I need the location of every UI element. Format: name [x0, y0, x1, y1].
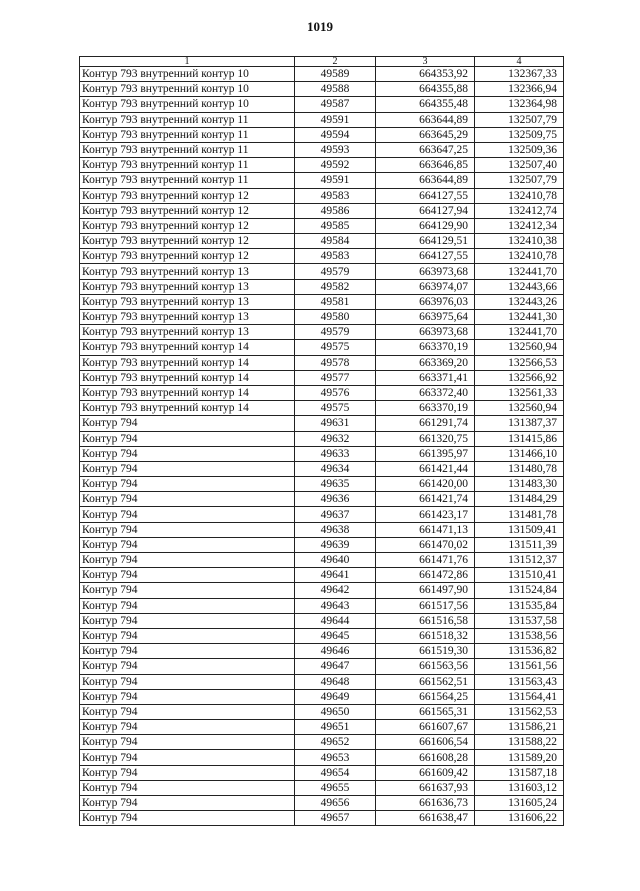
contour-name-cell: Контур 793 внутренний контур 14 [80, 401, 295, 416]
contour-name-cell: Контур 793 внутренний контур 13 [80, 310, 295, 325]
coordinate-y-cell: 131564,41 [475, 689, 564, 704]
coordinate-x-cell: 664129,90 [376, 218, 475, 233]
point-number-cell: 49646 [295, 644, 376, 659]
table-row [80, 765, 564, 780]
contour-name-cell: Контур 793 внутренний контур 14 [80, 385, 295, 400]
point-number-cell: 49645 [295, 628, 376, 643]
point-number-cell: 49654 [295, 765, 376, 780]
coordinate-x-cell: 661420,00 [376, 477, 475, 492]
coordinate-y-cell: 132366,94 [475, 82, 564, 97]
point-number-cell: 49579 [295, 264, 376, 279]
coordinate-x-cell: 661471,13 [376, 522, 475, 537]
table-row [80, 142, 564, 157]
column-header: 4 [475, 57, 564, 67]
coordinate-x-cell: 661608,28 [376, 750, 475, 765]
coordinate-x-cell: 663976,03 [376, 294, 475, 309]
table-row [80, 553, 564, 568]
point-number-cell: 49637 [295, 507, 376, 522]
table-row [80, 492, 564, 507]
contour-name-cell: Контур 794 [80, 461, 295, 476]
contour-name-cell: Контур 794 [80, 507, 295, 522]
coordinate-x-cell: 664353,92 [376, 67, 475, 82]
contour-name-cell: Контур 793 внутренний контур 10 [80, 97, 295, 112]
table-row [80, 431, 564, 446]
contour-name-cell: Контур 794 [80, 735, 295, 750]
coordinate-x-cell: 661638,47 [376, 811, 475, 826]
coordinate-x-cell: 661636,73 [376, 796, 475, 811]
coordinate-x-cell: 663645,29 [376, 127, 475, 142]
contour-name-cell: Контур 794 [80, 492, 295, 507]
point-number-cell: 49652 [295, 735, 376, 750]
coordinate-y-cell: 132367,33 [475, 67, 564, 82]
point-number-cell: 49634 [295, 461, 376, 476]
table-row [80, 628, 564, 643]
coordinate-y-cell: 131587,18 [475, 765, 564, 780]
point-number-cell: 49577 [295, 370, 376, 385]
point-number-cell: 49591 [295, 112, 376, 127]
coordinate-x-cell: 663370,19 [376, 401, 475, 416]
contour-name-cell: Контур 794 [80, 644, 295, 659]
table-row [80, 780, 564, 795]
contour-name-cell: Контур 793 внутренний контур 12 [80, 203, 295, 218]
table-body [80, 67, 564, 826]
coordinate-y-cell: 131537,58 [475, 613, 564, 628]
point-number-cell: 49583 [295, 188, 376, 203]
coordinate-x-cell: 661423,17 [376, 507, 475, 522]
table-row [80, 249, 564, 264]
coordinate-x-cell: 663370,19 [376, 340, 475, 355]
coordinate-y-cell: 131586,21 [475, 720, 564, 735]
point-number-cell: 49635 [295, 477, 376, 492]
point-number-cell: 49641 [295, 568, 376, 583]
contour-name-cell: Контур 793 внутренний контур 13 [80, 294, 295, 309]
column-header: 1 [80, 57, 295, 67]
contour-name-cell: Контур 794 [80, 537, 295, 552]
point-number-cell: 49586 [295, 203, 376, 218]
point-number-cell: 49651 [295, 720, 376, 735]
coordinate-x-cell: 663973,68 [376, 264, 475, 279]
contour-name-cell: Контур 793 внутренний контур 13 [80, 325, 295, 340]
contour-name-cell: Контур 793 внутренний контур 13 [80, 279, 295, 294]
contour-name-cell: Контур 794 [80, 477, 295, 492]
contour-name-cell: Контур 793 внутренний контур 10 [80, 67, 295, 82]
table-row [80, 811, 564, 826]
table-row [80, 477, 564, 492]
table-row [80, 310, 564, 325]
table-row [80, 355, 564, 370]
point-number-cell: 49636 [295, 492, 376, 507]
point-number-cell: 49632 [295, 431, 376, 446]
coordinate-y-cell: 131588,22 [475, 735, 564, 750]
table-row [80, 340, 564, 355]
table-row [80, 173, 564, 188]
coordinate-x-cell: 664127,94 [376, 203, 475, 218]
table-row [80, 720, 564, 735]
coordinate-y-cell: 131563,43 [475, 674, 564, 689]
coordinate-x-cell: 664355,88 [376, 82, 475, 97]
table-row [80, 704, 564, 719]
contour-name-cell: Контур 793 внутренний контур 11 [80, 158, 295, 173]
table-row [80, 507, 564, 522]
table-row [80, 279, 564, 294]
table-row [80, 796, 564, 811]
table-row [80, 112, 564, 127]
coordinate-x-cell: 663369,20 [376, 355, 475, 370]
point-number-cell: 49631 [295, 416, 376, 431]
coordinate-y-cell: 131466,10 [475, 446, 564, 461]
coordinate-y-cell: 131483,30 [475, 477, 564, 492]
coordinate-x-cell: 661497,90 [376, 583, 475, 598]
contour-name-cell: Контур 794 [80, 598, 295, 613]
contour-name-cell: Контур 793 внутренний контур 13 [80, 264, 295, 279]
table-row [80, 613, 564, 628]
coordinate-y-cell: 131603,12 [475, 780, 564, 795]
table-row [80, 598, 564, 613]
coordinate-y-cell: 131511,39 [475, 537, 564, 552]
point-number-cell: 49640 [295, 553, 376, 568]
table-row [80, 264, 564, 279]
coordinate-y-cell: 132560,94 [475, 340, 564, 355]
coordinate-y-cell: 131605,24 [475, 796, 564, 811]
coordinate-y-cell: 132441,70 [475, 325, 564, 340]
coordinate-y-cell: 131524,84 [475, 583, 564, 598]
contour-name-cell: Контур 794 [80, 446, 295, 461]
table-row [80, 750, 564, 765]
coordinate-x-cell: 661516,58 [376, 613, 475, 628]
table-row [80, 325, 564, 340]
coordinate-y-cell: 131387,37 [475, 416, 564, 431]
coordinate-y-cell: 131538,56 [475, 628, 564, 643]
coordinate-y-cell: 132410,38 [475, 234, 564, 249]
coordinate-x-cell: 661637,93 [376, 780, 475, 795]
table-row [80, 385, 564, 400]
table-row [80, 568, 564, 583]
table-row [80, 67, 564, 82]
coordinate-y-cell: 131589,20 [475, 750, 564, 765]
coordinate-y-cell: 132410,78 [475, 249, 564, 264]
point-number-cell: 49578 [295, 355, 376, 370]
table-header-row [80, 57, 564, 67]
coordinate-y-cell: 132566,53 [475, 355, 564, 370]
table-row [80, 401, 564, 416]
coordinate-y-cell: 132560,94 [475, 401, 564, 416]
point-number-cell: 49649 [295, 689, 376, 704]
point-number-cell: 49657 [295, 811, 376, 826]
coordinate-y-cell: 132509,36 [475, 142, 564, 157]
coordinate-x-cell: 664127,55 [376, 188, 475, 203]
contour-name-cell: Контур 794 [80, 674, 295, 689]
coordinate-x-cell: 661609,42 [376, 765, 475, 780]
table-row [80, 537, 564, 552]
contour-name-cell: Контур 793 внутренний контур 12 [80, 188, 295, 203]
coordinate-x-cell: 661421,74 [376, 492, 475, 507]
contour-name-cell: Контур 793 внутренний контур 14 [80, 340, 295, 355]
table-row [80, 188, 564, 203]
table-row [80, 82, 564, 97]
point-number-cell: 49580 [295, 310, 376, 325]
table-row [80, 97, 564, 112]
point-number-cell: 49579 [295, 325, 376, 340]
coordinate-x-cell: 661471,76 [376, 553, 475, 568]
contour-name-cell: Контур 794 [80, 796, 295, 811]
point-number-cell: 49593 [295, 142, 376, 157]
contour-name-cell: Контур 793 внутренний контур 11 [80, 142, 295, 157]
contour-name-cell: Контур 794 [80, 750, 295, 765]
coordinate-x-cell: 663647,25 [376, 142, 475, 157]
contour-name-cell: Контур 794 [80, 553, 295, 568]
contour-name-cell: Контур 793 внутренний контур 11 [80, 127, 295, 142]
coordinate-x-cell: 663646,85 [376, 158, 475, 173]
coordinate-x-cell: 661565,31 [376, 704, 475, 719]
contour-name-cell: Контур 793 внутренний контур 11 [80, 173, 295, 188]
coordinate-x-cell: 661518,32 [376, 628, 475, 643]
table-row [80, 446, 564, 461]
coordinate-x-cell: 661517,56 [376, 598, 475, 613]
point-number-cell: 49588 [295, 82, 376, 97]
coordinate-y-cell: 131480,78 [475, 461, 564, 476]
point-number-cell: 49583 [295, 249, 376, 264]
point-number-cell: 49633 [295, 446, 376, 461]
coordinate-x-cell: 661291,74 [376, 416, 475, 431]
point-number-cell: 49647 [295, 659, 376, 674]
contour-name-cell: Контур 794 [80, 659, 295, 674]
table-row [80, 416, 564, 431]
point-number-cell: 49576 [295, 385, 376, 400]
page-number: 1019 [307, 19, 333, 34]
point-number-cell: 49648 [295, 674, 376, 689]
coordinate-y-cell: 132410,78 [475, 188, 564, 203]
point-number-cell: 49575 [295, 340, 376, 355]
coordinate-y-cell: 132441,70 [475, 264, 564, 279]
table-row [80, 522, 564, 537]
point-number-cell: 49643 [295, 598, 376, 613]
coordinate-x-cell: 661607,67 [376, 720, 475, 735]
coordinate-x-cell: 661562,51 [376, 674, 475, 689]
coordinate-x-cell: 661470,02 [376, 537, 475, 552]
coordinate-x-cell: 663372,40 [376, 385, 475, 400]
point-number-cell: 49592 [295, 158, 376, 173]
coordinate-x-cell: 661395,97 [376, 446, 475, 461]
coordinate-x-cell: 663644,89 [376, 173, 475, 188]
column-header: 2 [295, 57, 376, 67]
point-number-cell: 49589 [295, 67, 376, 82]
point-number-cell: 49650 [295, 704, 376, 719]
contour-name-cell: Контур 794 [80, 765, 295, 780]
point-number-cell: 49655 [295, 780, 376, 795]
coordinate-y-cell: 132509,75 [475, 127, 564, 142]
coordinate-x-cell: 663644,89 [376, 112, 475, 127]
coordinate-x-cell: 661563,56 [376, 659, 475, 674]
contour-name-cell: Контур 793 внутренний контур 10 [80, 82, 295, 97]
table-row [80, 659, 564, 674]
coordinate-x-cell: 661519,30 [376, 644, 475, 659]
coordinate-y-cell: 131481,78 [475, 507, 564, 522]
coordinate-x-cell: 663974,07 [376, 279, 475, 294]
column-header: 3 [376, 57, 475, 67]
point-number-cell: 49594 [295, 127, 376, 142]
coordinate-x-cell: 661564,25 [376, 689, 475, 704]
contour-name-cell: Контур 794 [80, 720, 295, 735]
coordinate-y-cell: 132364,98 [475, 97, 564, 112]
point-number-cell: 49587 [295, 97, 376, 112]
coordinate-x-cell: 663973,68 [376, 325, 475, 340]
coordinate-x-cell: 664127,55 [376, 249, 475, 264]
contour-name-cell: Контур 794 [80, 583, 295, 598]
point-number-cell: 49656 [295, 796, 376, 811]
coordinate-y-cell: 132412,34 [475, 218, 564, 233]
coordinate-y-cell: 132561,33 [475, 385, 564, 400]
coordinate-y-cell: 132566,92 [475, 370, 564, 385]
point-number-cell: 49653 [295, 750, 376, 765]
contour-name-cell: Контур 794 [80, 780, 295, 795]
coordinate-y-cell: 131512,37 [475, 553, 564, 568]
table-row [80, 234, 564, 249]
point-number-cell: 49591 [295, 173, 376, 188]
coordinate-x-cell: 664355,48 [376, 97, 475, 112]
contour-name-cell: Контур 793 внутренний контур 12 [80, 234, 295, 249]
contour-name-cell: Контур 794 [80, 689, 295, 704]
table-row [80, 735, 564, 750]
point-number-cell: 49575 [295, 401, 376, 416]
coordinate-y-cell: 132507,79 [475, 173, 564, 188]
point-number-cell: 49638 [295, 522, 376, 537]
contour-name-cell: Контур 793 внутренний контур 12 [80, 249, 295, 264]
coordinate-y-cell: 132507,79 [475, 112, 564, 127]
table-row [80, 644, 564, 659]
table-row [80, 203, 564, 218]
coordinate-y-cell: 131484,29 [475, 492, 564, 507]
coordinate-y-cell: 131510,41 [475, 568, 564, 583]
coordinate-x-cell: 664129,51 [376, 234, 475, 249]
contour-name-cell: Контур 794 [80, 416, 295, 431]
contour-name-cell: Контур 793 внутренний контур 12 [80, 218, 295, 233]
coordinate-x-cell: 661472,86 [376, 568, 475, 583]
contour-name-cell: Контур 794 [80, 613, 295, 628]
contour-name-cell: Контур 794 [80, 431, 295, 446]
coordinate-y-cell: 131535,84 [475, 598, 564, 613]
table-row [80, 461, 564, 476]
contour-name-cell: Контур 794 [80, 704, 295, 719]
contour-name-cell: Контур 793 внутренний контур 14 [80, 370, 295, 385]
point-number-cell: 49585 [295, 218, 376, 233]
coordinate-y-cell: 132412,74 [475, 203, 564, 218]
point-number-cell: 49642 [295, 583, 376, 598]
coordinate-x-cell: 663975,64 [376, 310, 475, 325]
coordinate-y-cell: 131562,53 [475, 704, 564, 719]
point-number-cell: 49584 [295, 234, 376, 249]
point-number-cell: 49581 [295, 294, 376, 309]
contour-name-cell: Контур 793 внутренний контур 14 [80, 355, 295, 370]
coordinate-y-cell: 131415,86 [475, 431, 564, 446]
contour-name-cell: Контур 794 [80, 568, 295, 583]
coordinate-x-cell: 661421,44 [376, 461, 475, 476]
coordinate-y-cell: 131606,22 [475, 811, 564, 826]
table-row [80, 674, 564, 689]
coordinate-y-cell: 131509,41 [475, 522, 564, 537]
table-row [80, 689, 564, 704]
point-number-cell: 49582 [295, 279, 376, 294]
coordinate-x-cell: 663371,41 [376, 370, 475, 385]
table-row [80, 218, 564, 233]
coordinate-y-cell: 132443,66 [475, 279, 564, 294]
coordinate-y-cell: 132443,26 [475, 294, 564, 309]
coordinate-y-cell: 131536,82 [475, 644, 564, 659]
contour-name-cell: Контур 794 [80, 522, 295, 537]
coordinate-x-cell: 661606,54 [376, 735, 475, 750]
coordinate-y-cell: 131561,56 [475, 659, 564, 674]
coordinates-table [79, 56, 564, 826]
point-number-cell: 49639 [295, 537, 376, 552]
table-row [80, 158, 564, 173]
point-number-cell: 49644 [295, 613, 376, 628]
table-row [80, 294, 564, 309]
contour-name-cell: Контур 794 [80, 811, 295, 826]
table-row [80, 127, 564, 142]
contour-name-cell: Контур 793 внутренний контур 11 [80, 112, 295, 127]
coordinate-x-cell: 661320,75 [376, 431, 475, 446]
coordinate-y-cell: 132507,40 [475, 158, 564, 173]
coordinate-y-cell: 132441,30 [475, 310, 564, 325]
table-row [80, 583, 564, 598]
table-row [80, 370, 564, 385]
contour-name-cell: Контур 794 [80, 628, 295, 643]
